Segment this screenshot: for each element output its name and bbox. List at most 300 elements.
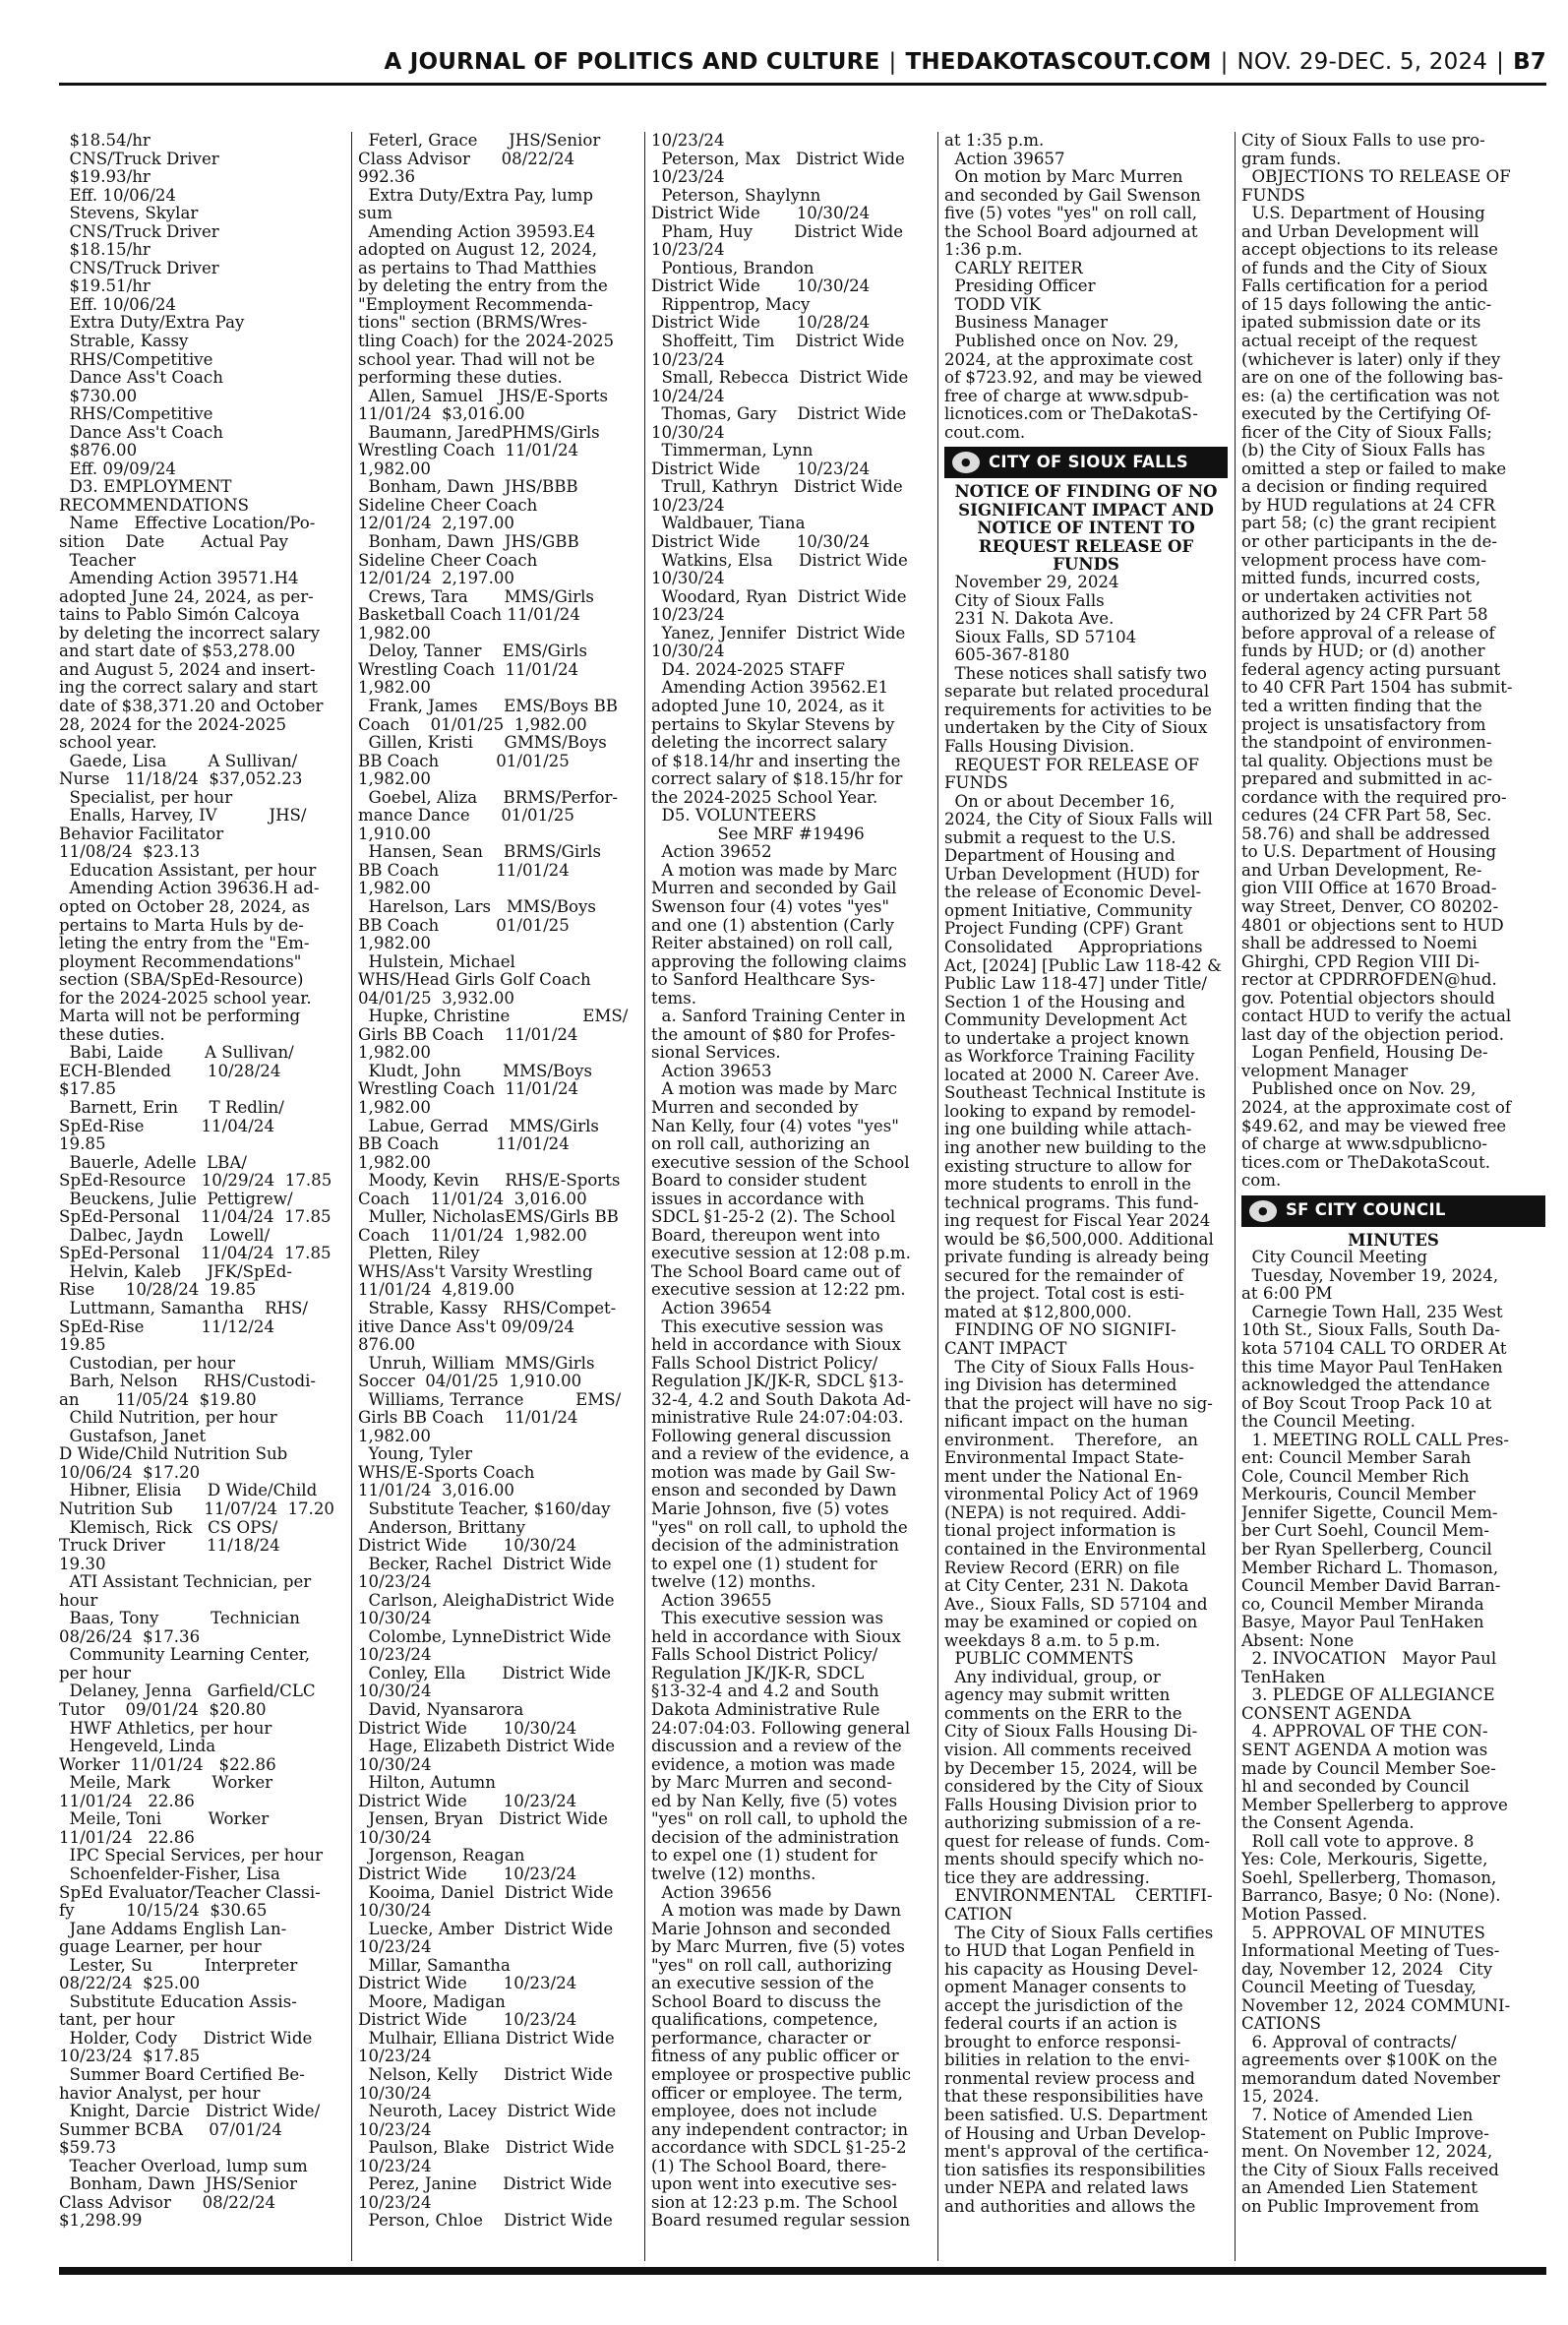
- text-line: FUNDS: [944, 774, 1008, 793]
- text-line: enson and seconded by Dawn: [651, 1482, 897, 1500]
- text-line: 231 N. Dakota Ave.: [944, 610, 1115, 629]
- text-line: performing these duties.: [358, 369, 563, 388]
- text-line: ENVIRONMENTAL CERTIFI-: [944, 1887, 1213, 1906]
- text-line: the School Board adjourned at: [944, 222, 1198, 241]
- text-line: 04/01/25 3,932.00: [358, 989, 514, 1008]
- text-line: Marie Johnson and seconded: [651, 1920, 891, 1938]
- text-line: Substitute Education Assis-: [59, 1992, 297, 2011]
- text-line: part 58; (c) the grant recipient: [1241, 515, 1496, 533]
- text-line: held in accordance with Sioux: [651, 1627, 901, 1646]
- text-line: shall be addressed to Noemi: [1241, 935, 1478, 953]
- text-line: District Wide 10/23/24: [358, 2011, 577, 2030]
- text-line: Mulhair, Elliana District Wide: [358, 2029, 615, 2048]
- text-line: Soccer 04/01/25 1,910.00: [358, 1373, 582, 1391]
- text-line: ent: Council Member Sarah: [1241, 1449, 1472, 1468]
- text-line: FUNDS: [1241, 186, 1305, 205]
- text-line: A motion was made by Marc: [651, 861, 898, 880]
- text-line: SpEd-Rise 11/12/24: [59, 1317, 275, 1336]
- text-line: 7. Notice of Amended Lien: [1241, 2106, 1474, 2124]
- text-line: executive session at 12:22 pm.: [651, 1281, 906, 1300]
- text-line: requirements for activities to be: [944, 701, 1212, 719]
- text-line: Board resumed regular session: [651, 2212, 911, 2231]
- text-line: 10/23/24: [651, 132, 725, 150]
- text-line: Business Manager: [944, 314, 1108, 333]
- text-line: fy 10/15/24 $30.65: [59, 1902, 268, 1921]
- text-line: 4801 or objections sent to HUD: [1241, 916, 1504, 935]
- text-line: Falls School District Policy/: [651, 1646, 878, 1665]
- text-line: District Wide 10/30/24: [651, 205, 871, 223]
- text-line: District Wide 10/30/24: [651, 533, 871, 552]
- text-line: the release of Economic Devel-: [944, 884, 1202, 902]
- text-line: contained in the Environmental: [944, 1541, 1207, 1560]
- text-line: and start date of $53,278.00: [59, 642, 296, 661]
- text-line: CNS/Truck Driver: [59, 259, 219, 277]
- text-line: the City of Sioux Falls received: [1241, 2161, 1499, 2179]
- text-line: Coach 01/01/25 1,982.00: [358, 715, 587, 734]
- text-line: held in accordance with Sioux: [651, 1336, 901, 1355]
- text-line: the 2024-2025 School Year.: [651, 788, 878, 807]
- text-line: Strable, Kassy RHS/Compet-: [358, 1300, 617, 1317]
- column-4: [944, 132, 1228, 2265]
- text-line: Section 1 of the Housing and: [944, 993, 1185, 1011]
- text-line: Baumann, JaredPHMS/Girls: [358, 423, 600, 442]
- text-line: (b) the City of Sioux Falls has: [1241, 442, 1485, 460]
- text-line: SDCL §1-25-2 (2). The School: [651, 1208, 896, 1227]
- text-line: Class Advisor 08/22/24: [59, 2193, 276, 2212]
- text-line: Bauerle, Adelle LBA/: [59, 1153, 247, 1172]
- text-line: 1:36 p.m.: [944, 241, 1023, 260]
- text-line: District Wide 10/23/24: [358, 1792, 577, 1810]
- text-line: prepared and submitted in ac-: [1241, 770, 1492, 789]
- text-line: decision of the administration: [651, 1537, 899, 1556]
- text-line: sional Services.: [651, 1044, 781, 1063]
- text-line: Nelson, Kelly District Wide: [358, 2065, 613, 2084]
- text-line: Absent: None: [1241, 1631, 1355, 1650]
- text-line: Nutrition Sub 11/07/24 17.20: [59, 1500, 334, 1519]
- text-line: Ave., Sioux Falls, SD 57104 and: [944, 1595, 1208, 1614]
- text-line: Barh, Nelson RHS/Custodi-: [59, 1373, 317, 1391]
- text-line: HWF Athletics, per hour: [59, 1719, 272, 1738]
- text-line: 32-4, 4.2 and South Dakota Ad-: [651, 1390, 911, 1409]
- text-line: Carnegie Town Hall, 235 West: [1241, 1303, 1503, 1321]
- text-line: Specialist, per hour: [59, 788, 233, 807]
- text-line: authorized by 24 CFR Part 58: [1241, 606, 1488, 625]
- text-line: opment Manager consents to: [944, 1979, 1187, 1997]
- text-line: Amending Action 39636.H ad-: [59, 880, 320, 898]
- text-line: licnotices.com or TheDakotaS-: [944, 405, 1198, 424]
- text-line: SpEd-Resource 10/29/24 17.85: [59, 1172, 332, 1191]
- text-line: Amending Action 39571.H4: [59, 570, 299, 588]
- text-line: 11/08/24 $23.13: [59, 843, 201, 862]
- text-line: 24:07:04:03. Following general: [651, 1719, 911, 1738]
- text-line: executed by the Certifying Of-: [1241, 405, 1491, 424]
- text-line: OBJECTIONS TO RELEASE OF: [1241, 168, 1511, 187]
- text-line: 08/26/24 $17.36: [59, 1627, 201, 1646]
- text-line: ments should specify which no-: [944, 1851, 1204, 1869]
- text-line: TODD VIK: [944, 295, 1042, 314]
- text-line: 1,982.00: [358, 935, 431, 953]
- text-line: tems.: [651, 989, 697, 1008]
- text-line: by deleting the entry from the: [358, 277, 608, 296]
- text-line: tling Coach) for the 2024-2025: [358, 333, 615, 351]
- text-line: evidence, a motion was made: [651, 1755, 896, 1774]
- text-line: On or about December 16,: [944, 792, 1176, 811]
- text-line: CANT IMPACT: [944, 1340, 1067, 1358]
- text-line: approving the following claims: [651, 952, 907, 971]
- text-line: 2024, at the approximate cost of: [1241, 1098, 1512, 1117]
- text-line: pertains to Skylar Stevens by: [651, 715, 895, 734]
- text-line: school year. Thad will not be: [358, 350, 595, 369]
- column-2: [358, 132, 637, 2265]
- text-line: Presiding Officer: [944, 277, 1096, 296]
- text-line: U.S. Department of Housing: [1241, 205, 1485, 223]
- text-line: contact HUD to verify the actual: [1241, 1008, 1512, 1026]
- text-line: day, November 12, 2024 City: [1241, 1960, 1493, 1979]
- text-line: vision. All comments received: [944, 1742, 1192, 1760]
- text-line: $49.62, and may be viewed free: [1241, 1117, 1507, 1135]
- text-line: before approval of a release of: [1241, 624, 1495, 642]
- text-line: project is unsatisfactory from: [1241, 715, 1486, 734]
- text-line: City of Sioux Falls Housing Di-: [944, 1723, 1198, 1742]
- text-line: David, Nyansarora: [358, 1701, 524, 1720]
- text-line: Eff. 09/09/24: [59, 459, 176, 478]
- text-line: and a review of the evidence, a: [651, 1445, 910, 1464]
- text-line: Frank, James EMS/Boys BB: [358, 697, 618, 715]
- text-line: Action 39652: [651, 843, 772, 862]
- text-line: See MRF #19496: [717, 825, 865, 843]
- section-banner-title: CITY OF SIOUX FALLS: [989, 453, 1188, 472]
- text-line: Barnett, Erin T Redlin/: [59, 1098, 284, 1117]
- text-line: $18.54/hr: [59, 132, 151, 150]
- text-line: Watkins, Elsa District Wide: [651, 551, 908, 570]
- text-line: 1,910.00: [358, 825, 431, 843]
- text-line: Council Meeting of Tuesday,: [1241, 1979, 1477, 1997]
- text-line: Becker, Rachel District Wide: [358, 1555, 612, 1573]
- text-line: Published once on Nov. 29,: [1241, 1080, 1477, 1099]
- text-line: ber Curt Soehl, Council Mem-: [1241, 1522, 1490, 1541]
- text-line: sum: [358, 205, 392, 223]
- text-line: Amending Action 39593.E4: [358, 222, 596, 241]
- text-line: Rippentrop, Macy: [651, 295, 811, 314]
- text-line: 876.00: [358, 1336, 416, 1355]
- text-line: SpEd-Personal 11/04/24 17.85: [59, 1245, 332, 1263]
- text-line: 10/30/24: [358, 1610, 432, 1628]
- text-line: the standpoint of environmen-: [1241, 734, 1492, 753]
- text-line: to undertake a project known: [944, 1029, 1189, 1048]
- text-line: Southeast Technical Institute is: [944, 1084, 1206, 1103]
- text-line: adopted June 24, 2024, as per-: [59, 587, 314, 606]
- text-line: to expel one (1) student for: [651, 1555, 877, 1573]
- text-line: Conley, Ella District Wide: [358, 1664, 612, 1683]
- text-line: (NEPA) is not required. Addi-: [944, 1503, 1186, 1522]
- text-line: 1,982.00: [358, 679, 431, 698]
- text-line: Wrestling Coach 11/01/24: [358, 442, 579, 460]
- text-line: Sioux Falls, SD 57104: [944, 628, 1137, 646]
- text-line: quest for release of funds. Com-: [944, 1832, 1210, 1851]
- text-line: 1. MEETING ROLL CALL Pres-: [1241, 1431, 1509, 1449]
- text-line: havior Analyst, per hour: [59, 2084, 261, 2103]
- text-line: Luecke, Amber District Wide: [358, 1920, 614, 1938]
- text-line: "yes" on roll call, to uphold the: [651, 1810, 908, 1829]
- text-line: Paulson, Blake District Wide: [358, 2139, 615, 2158]
- text-line: 5. APPROVAL OF MINUTES: [1241, 1924, 1485, 1942]
- text-line: Woodard, Ryan District Wide: [651, 587, 907, 606]
- text-line: Gillen, Kristi GMMS/Boys: [358, 734, 607, 753]
- text-line: 19.85: [59, 1336, 106, 1355]
- text-line: sition Date Actual Pay: [59, 533, 288, 552]
- text-line: City of Sioux Falls: [944, 591, 1105, 610]
- text-line: 1,982.00: [358, 770, 431, 789]
- text-line: District Wide 10/30/24: [358, 1719, 577, 1738]
- text-line: ed by Nan Kelly, five (5) votes: [651, 1792, 898, 1810]
- text-line: Yes: Cole, Merkouris, Sigette,: [1241, 1851, 1488, 1869]
- text-line: Behavior Facilitator: [59, 825, 224, 843]
- text-line: Soehl, Spellerberg, Thomason,: [1241, 1868, 1497, 1887]
- text-line: Action 39654: [651, 1300, 772, 1317]
- text-line: 12/01/24 2,197.00: [358, 515, 514, 533]
- text-line: Harelson, Lars MMS/Boys: [358, 897, 596, 916]
- text-line: ted a written finding that the: [1241, 697, 1482, 715]
- newspaper-logo-icon: ●: [952, 452, 980, 473]
- text-line: the Consent Agenda.: [1241, 1814, 1415, 1833]
- text-line: 10/23/24: [651, 168, 725, 187]
- text-line: velopment process have com-: [1241, 551, 1486, 570]
- text-line: District Wide 10/23/24: [358, 1865, 577, 1883]
- text-line: Pletten, Riley: [358, 1245, 480, 1263]
- text-line: $730.00: [59, 387, 138, 405]
- text-line: SIGNIFICANT IMPACT AND: [958, 500, 1214, 520]
- text-line: by Marc Murren, five (5) votes: [651, 1938, 905, 1957]
- masthead-rule: [59, 83, 1546, 86]
- text-line: This executive session was: [651, 1317, 884, 1336]
- text-line: 10/23/24: [651, 241, 725, 260]
- text-line: a decision or finding required: [1241, 478, 1488, 497]
- text-line: Peterson, Max District Wide: [651, 150, 905, 168]
- text-line: 11/01/24 22.86: [59, 1792, 195, 1810]
- text-line: velopment Manager: [1241, 1062, 1409, 1080]
- text-line: (1) The School Board, there-: [651, 2157, 887, 2175]
- text-line: Thomas, Gary District Wide: [651, 405, 907, 424]
- text-line: Williams, Terrance EMS/: [358, 1390, 622, 1409]
- text-line: Peterson, Shaylynn: [651, 186, 821, 205]
- text-line: Summer Board Certified Be-: [59, 2065, 305, 2084]
- text-line: $59.73: [59, 2139, 117, 2158]
- text-line: 58.76) and shall be addressed: [1241, 825, 1490, 843]
- text-line: RHS/Competitive: [59, 405, 213, 424]
- text-line: 605-367-8180: [944, 646, 1070, 665]
- text-line: gion VIII Office at 1670 Broad-: [1241, 880, 1497, 898]
- text-line: 10/30/24: [651, 642, 725, 661]
- text-line: employee or prospective public: [651, 2065, 912, 2084]
- text-line: Schoenfelder-Fisher, Lisa: [59, 1865, 280, 1883]
- text-line: to expel one (1) student for: [651, 1847, 877, 1866]
- text-line: These notices shall satisfy two: [944, 664, 1207, 683]
- text-line: deleting the incorrect salary: [651, 734, 887, 753]
- text-line: Kooima, Daniel District Wide: [358, 1883, 614, 1902]
- text-line: Regulation JK/JK-R, SDCL: [651, 1664, 865, 1683]
- text-line: kota 57104 CALL TO ORDER At: [1241, 1340, 1507, 1358]
- text-line: Colombe, LynneDistrict Wide: [358, 1627, 612, 1646]
- text-line: Coach 11/01/24 1,982.00: [358, 1226, 587, 1245]
- text-line: Informational Meeting of Tues-: [1241, 1942, 1500, 1961]
- text-line: Published once on Nov. 29,: [944, 333, 1179, 351]
- text-line: secured for the remainder of: [944, 1266, 1183, 1285]
- text-line: of 15 days following the antic-: [1241, 295, 1492, 314]
- text-line: 10/30/24: [651, 423, 725, 442]
- text-line: BB Coach 11/01/24: [358, 861, 570, 880]
- text-line: 11/01/24 3,016.00: [358, 1482, 514, 1500]
- text-line: opted on October 28, 2024, as: [59, 897, 311, 916]
- text-line: FINDING OF NO SIGNIFI-: [944, 1321, 1176, 1340]
- text-line: of $18.14/hr and inserting the: [651, 752, 901, 770]
- text-line: tions" section (BRMS/Wres-: [358, 314, 587, 333]
- text-line: ECH-Blended 10/28/24: [59, 1062, 281, 1080]
- text-line: by December 15, 2024, will be: [944, 1759, 1198, 1778]
- text-line: tices.com or TheDakotaScout.: [1241, 1153, 1491, 1172]
- text-line: bilities in relation to the envi-: [944, 2051, 1190, 2070]
- text-line: Statement on Public Improve-: [1241, 2124, 1489, 2143]
- text-line: 4. APPROVAL OF THE CON-: [1241, 1723, 1488, 1742]
- text-line: 10/23/24: [358, 1646, 432, 1665]
- text-line: environment. Therefore, an: [944, 1431, 1198, 1449]
- text-line: The City of Sioux Falls certifies: [944, 1924, 1214, 1942]
- text-line: Kludt, John MMS/Boys: [358, 1062, 593, 1080]
- text-line: last day of the objection period.: [1241, 1025, 1505, 1044]
- text-line: 1,982.00: [358, 1098, 431, 1117]
- text-line: Bonham, Dawn JHS/Senior: [59, 2175, 298, 2194]
- text-line: tant, per hour: [59, 2011, 175, 2030]
- text-line: upon went into executive ses-: [651, 2175, 897, 2194]
- text-line: 1,982.00: [358, 1153, 431, 1172]
- text-line: sion at 12:23 p.m. The School: [651, 2193, 898, 2212]
- text-line: Nan Kelly, four (4) votes "yes": [651, 1117, 899, 1135]
- text-line: cout.com.: [944, 423, 1026, 442]
- text-line: Swenson four (4) votes "yes": [651, 897, 889, 916]
- text-line: Merkouris, Council Member: [1241, 1486, 1476, 1504]
- text-line: leting the entry from the "Em-: [59, 935, 310, 953]
- text-line: Waldbauer, Tiana: [651, 515, 806, 533]
- text-line: Babi, Laide A Sullivan/: [59, 1044, 294, 1063]
- text-line: this time Mayor Paul TenHaken: [1241, 1358, 1503, 1377]
- text-line: are on one of the following bas-: [1241, 369, 1503, 388]
- text-line: Murren and seconded by: [651, 1098, 859, 1117]
- text-line: Sideline Cheer Coach: [358, 496, 538, 515]
- text-line: FUNDS: [1053, 555, 1119, 575]
- section-banner-title: SF CITY COUNCIL: [1286, 1200, 1446, 1220]
- text-line: CATIONS: [1241, 2015, 1321, 2034]
- text-line: opment Initiative, Community: [944, 901, 1192, 920]
- column-1: [59, 132, 343, 2265]
- text-line: Marie Johnson, five (5) votes: [651, 1500, 889, 1519]
- text-line: es: (a) the certification was not: [1241, 387, 1500, 405]
- text-line: Neuroth, Lacey District Wide: [358, 2103, 617, 2121]
- text-line: City of Sioux Falls to use pro-: [1241, 132, 1485, 150]
- text-line: 992.36: [358, 168, 416, 187]
- text-line: City Council Meeting: [1241, 1249, 1428, 1267]
- column-divider: [351, 132, 352, 2261]
- text-line: federal courts if an action is: [944, 2015, 1177, 2034]
- text-line: that the project will have no sig-: [944, 1394, 1213, 1413]
- text-line: tains to Pablo Simón Calcoya: [59, 606, 300, 625]
- site-link[interactable]: THEDAKOTASCOUT.COM: [905, 49, 1212, 75]
- text-line: Knight, Darcie District Wide/: [59, 2103, 321, 2121]
- text-line: Meile, Mark Worker: [59, 1774, 273, 1793]
- text-line: Ghirghi, CPD Region VIII Di-: [1241, 952, 1480, 971]
- text-line: $18.15/hr: [59, 241, 151, 260]
- text-line: A motion was made by Marc: [651, 1080, 898, 1099]
- text-line: 10/30/24: [358, 1828, 432, 1847]
- text-line: 10/30/24: [358, 2084, 432, 2103]
- text-line: of Housing and Urban Develop-: [944, 2124, 1206, 2143]
- text-line: 3. PLEDGE OF ALLEGIANCE: [1241, 1686, 1495, 1705]
- text-line: performance, character or: [651, 2029, 872, 2048]
- text-line: gov. Potential objectors should: [1241, 989, 1495, 1008]
- text-line: $19.51/hr: [59, 277, 151, 296]
- text-line: Name Effective Location/Po-: [59, 515, 316, 533]
- text-line: the project. Total cost is esti-: [944, 1285, 1185, 1304]
- text-line: 10th St., Sioux Falls, South Da-: [1241, 1321, 1501, 1340]
- text-line: Small, Rebecca District Wide: [651, 369, 909, 388]
- text-line: 11/01/24 22.86: [59, 1828, 195, 1847]
- column-3: [651, 132, 931, 2265]
- text-line: Basketball Coach 11/01/24: [358, 606, 580, 625]
- text-line: officer or employee. The term,: [651, 2084, 903, 2103]
- text-line: Coach 11/01/24 3,016.00: [358, 1190, 587, 1208]
- masthead-separator: |: [888, 49, 897, 75]
- text-line: agreements over $100K on the: [1241, 2051, 1498, 2070]
- text-line: Jensen, Bryan District Wide: [358, 1810, 608, 1829]
- text-line: 6. Approval of contracts/: [1241, 2033, 1457, 2051]
- text-line: Truck Driver 11/18/24: [59, 1537, 280, 1556]
- text-line: by Marc Murren and second-: [651, 1774, 892, 1793]
- text-line: NOTICE OF FINDING OF NO: [954, 482, 1218, 501]
- text-line: Environmental Impact State-: [944, 1449, 1184, 1468]
- text-line: Member Richard L. Thomason,: [1241, 1559, 1499, 1577]
- text-line: MINUTES: [1348, 1230, 1439, 1250]
- text-line: Moody, Kevin RHS/E-Sports: [358, 1172, 621, 1191]
- text-line: Motion Passed.: [1241, 1905, 1367, 1924]
- text-line: vironmental Policy Act of 1969: [944, 1486, 1199, 1504]
- text-line: 10/23/24: [651, 606, 725, 625]
- text-line: way Street, Denver, CO 80202-: [1241, 897, 1499, 916]
- text-line: for the 2024-2025 school year.: [59, 989, 312, 1008]
- text-line: federal agency acting pursuant: [1241, 660, 1501, 679]
- text-line: ficer of the City of Sioux Falls;: [1241, 423, 1492, 442]
- text-line: November 29, 2024: [944, 574, 1119, 592]
- text-line: Anderson, Brittany: [358, 1518, 526, 1537]
- text-line: D4. 2024-2025 STAFF: [651, 660, 845, 679]
- text-line: twelve (12) months.: [651, 1865, 816, 1883]
- text-line: Marta will not be performing: [59, 1008, 301, 1026]
- text-line: Summer BCBA 07/01/24: [59, 2120, 282, 2139]
- text-line: Education Assistant, per hour: [59, 861, 317, 880]
- text-line: 1,982.00: [358, 624, 431, 642]
- text-line: 2. INVOCATION Mayor Paul: [1241, 1650, 1497, 1669]
- text-line: of charge at www.sdpublicno-: [1241, 1135, 1487, 1154]
- section-banner: [944, 447, 1228, 478]
- text-line: by deleting the incorrect salary: [59, 624, 320, 642]
- text-line: Extra Duty/Extra Pay: [59, 314, 245, 333]
- text-line: Moore, Madigan: [358, 1992, 506, 2011]
- text-line: Community Learning Center,: [59, 1646, 311, 1665]
- text-line: Dalbec, Jaydn Lowell/: [59, 1226, 271, 1245]
- text-line: ment under the National En-: [944, 1467, 1182, 1486]
- text-line: 10/23/24: [651, 496, 725, 515]
- text-line: Luttmann, Samantha RHS/: [59, 1300, 308, 1317]
- text-line: Lester, Su Interpreter: [59, 1956, 298, 1975]
- text-line: an 11/05/24 $19.80: [59, 1390, 257, 1409]
- text-line: SpEd Evaluator/Teacher Classi-: [59, 1883, 321, 1902]
